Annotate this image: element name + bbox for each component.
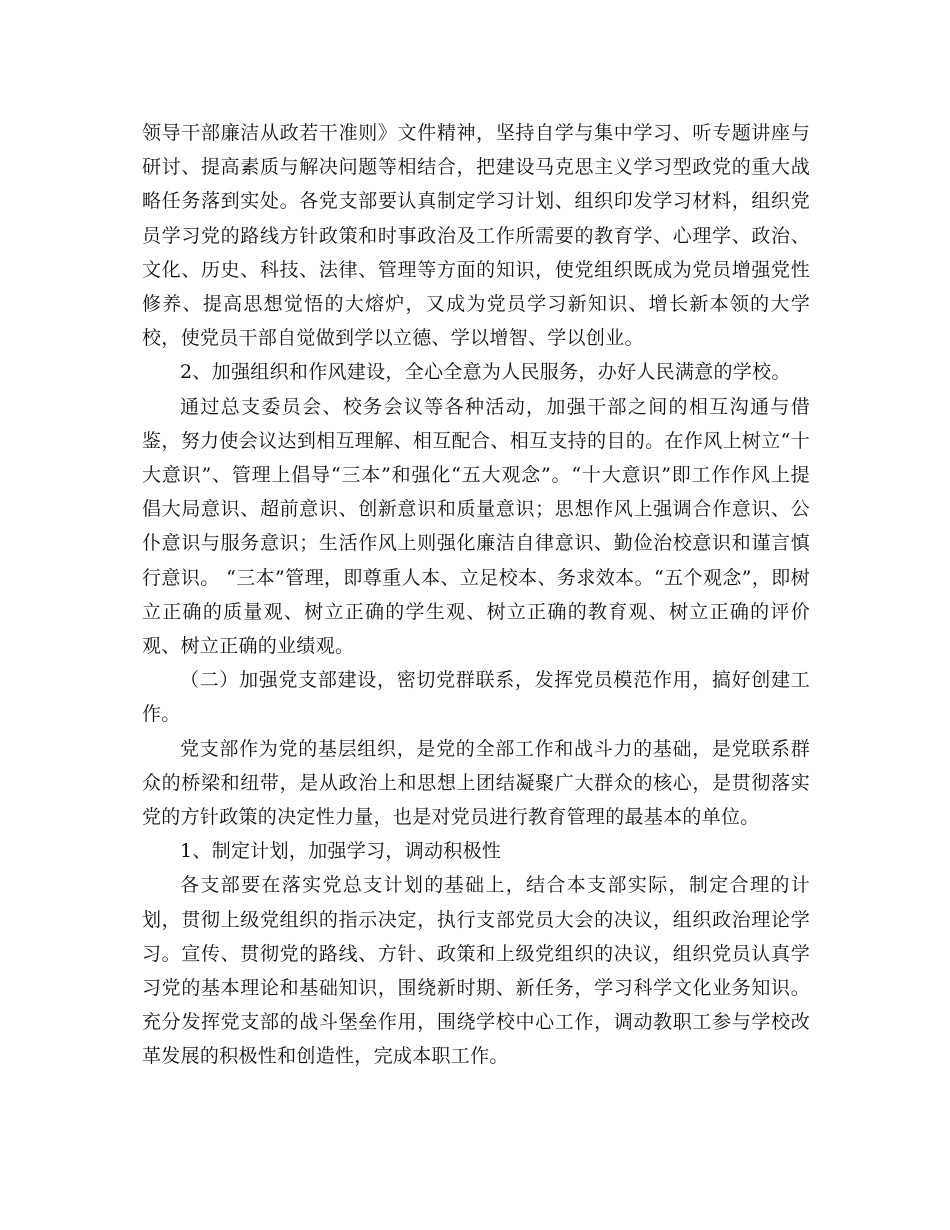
section-heading: （二）加强党支部建设，密切党群联系，发挥党员模范作用，搞好创建工作。 [142,669,810,726]
paragraph-body: 党支部作为党的基层组织，是党的全部工作和战斗力的基础，是党联系群众的桥梁和纽带，是从政治上和思想上团结凝聚广大群众的核心，是贯彻落实党的方针政策的决定性力量，也是对党员进行教育管理的最基本的单位。 [142,737,810,829]
paragraph-heading-1: 1、制定计划，加强学习，调动积极性 [180,840,502,863]
paragraph-body: 通过总支委员会、校务会议等各种活动，加强干部之间的相互沟通与借鉴，努力使会议达到相互理解、相互配合、相互支持的目的。在作风上树立“十大意识”、管理上倡导“三本”和强化“五大观念”。“十大意识”即工作作风上提倡大局意识、超前意识、创新意识和质量意识；思想作风上强调合作意识、公仆意识与服务意识；生活作风上则强化廉洁自律意识、勤俭治校意识和谨言慎行意识。 “三本”管理，即尊重人本、立足校本、务求效本。“五个观念”，即树立正确的质量观、树立正确的学生观、树立正确的教育观、树立正确的评价观、树立正确的业绩观。 [142,395,810,658]
document-body [142,116,810,1074]
paragraph-body: 各支部要在落实党总支计划的基础上，结合本支部实际，制定合理的计划，贯彻上级党组织的指示决定，执行支部党员大会的决议，组织政治理论学习。宣传、贯彻党的路线、方针、政策和上级党组织的决议，组织党员认真学习党的基本理论和基础知识，围绕新时期、新任务，学习科学文化业务知识。充分发挥党支部的战斗堡垒作用，围绕学校中心工作，调动教职工参与学校改革发展的积极性和创造性，完成本职工作。 [142,874,810,1068]
paragraph-continuation: 领导干部廉洁从政若干准则》文件精神，坚持自学与集中学习、听专题讲座与研讨、提高素质与解决问题等相结合，把建设马克思主义学习型政党的重大战略任务落到实处。各党支部要认真制定学习计划、组织印发学习材料，组织党员学习党的路线方针政策和时事政治及工作所需要的教育学、心理学、政治、文化、历史、科技、法律、管理等方面的知识，使党组织既成为党员增强党性修养、提高思想觉悟的大熔炉，又成为党员学习新知识、增长新本领的大学校，使党员干部自觉做到学以立德、学以增智、学以创业。 [142,122,810,350]
paragraph-heading-2: 2、加强组织和作风建设，全心全意为人民服务，办好人民满意的学校。 [180,361,791,384]
